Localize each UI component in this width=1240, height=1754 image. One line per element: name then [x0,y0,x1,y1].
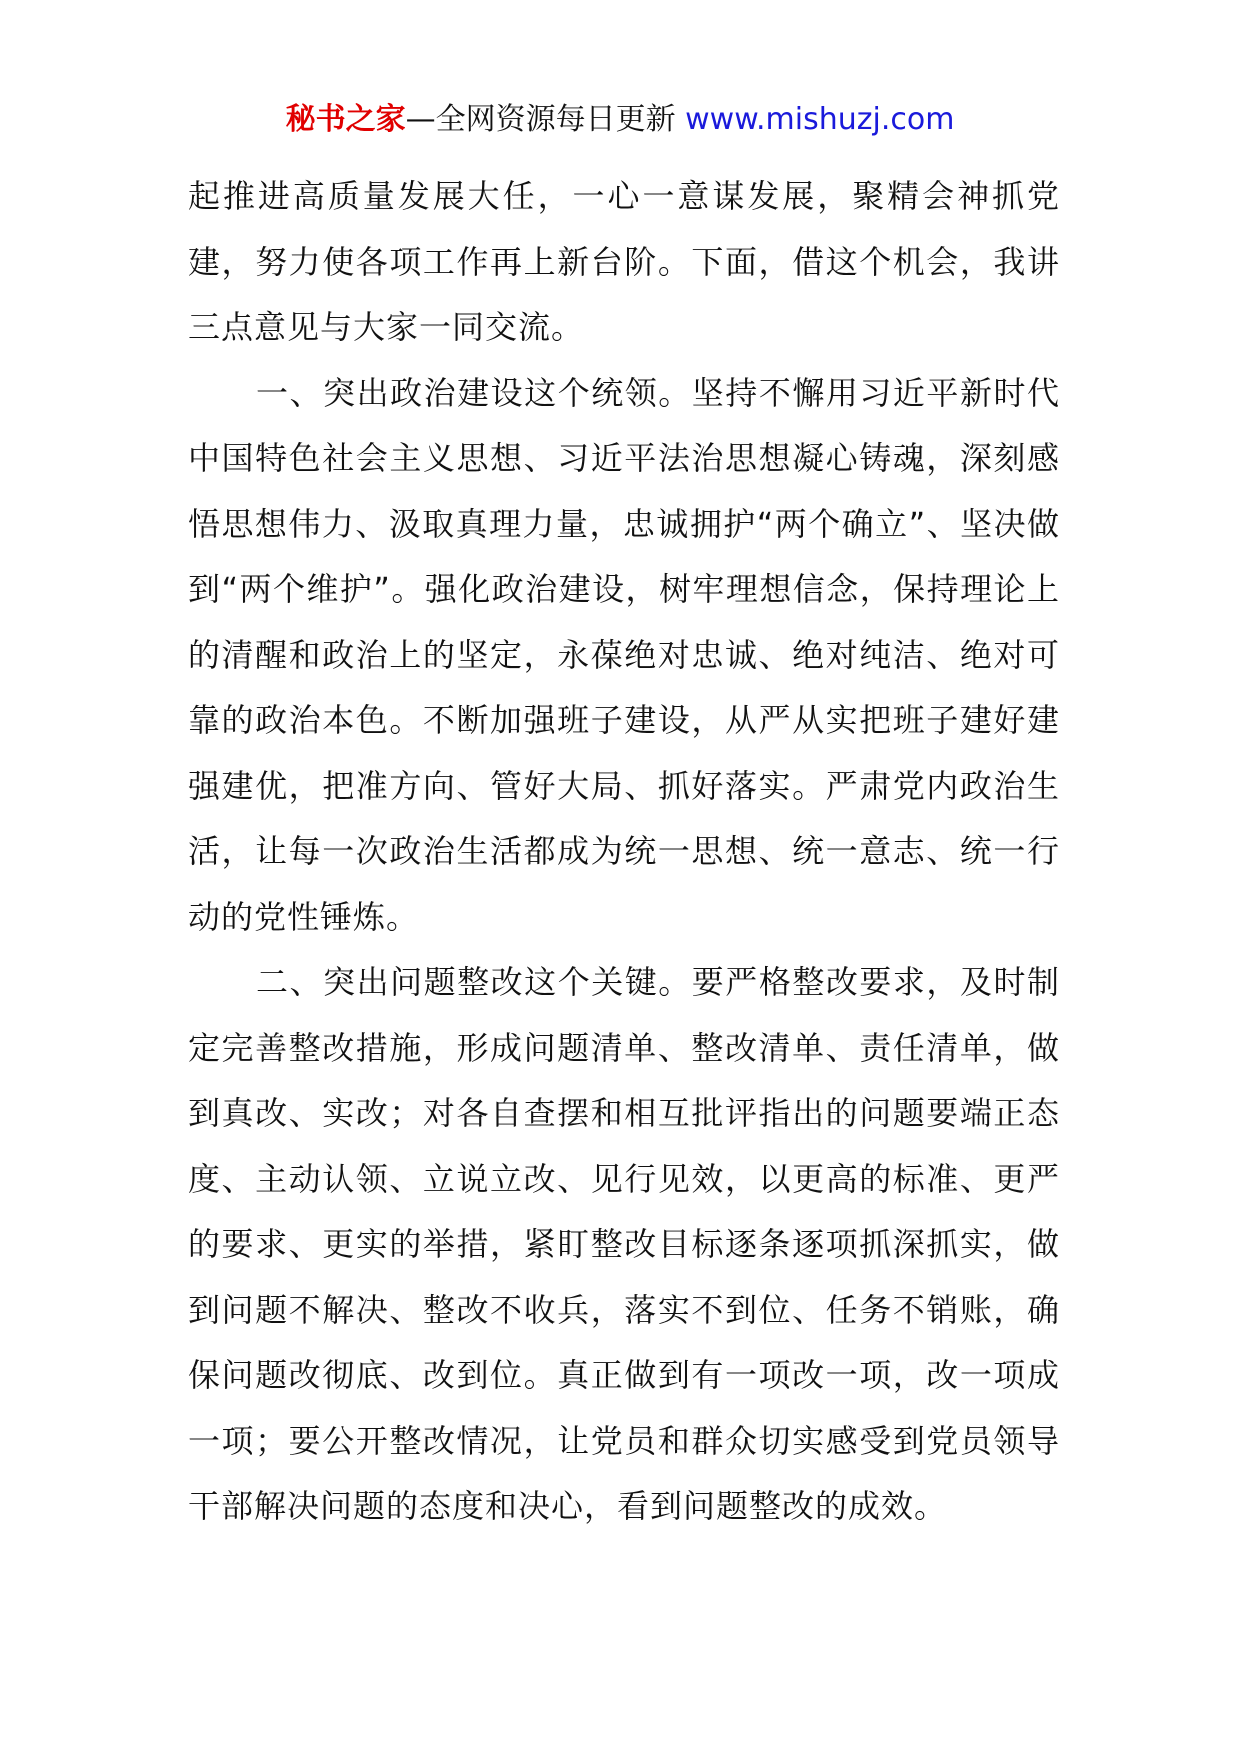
document-body [188,164,1060,1540]
page-header [0,100,1240,140]
header-tagline: —全网资源每日更新 [405,102,686,137]
site-url-link[interactable]: www.mishuzj.com [685,102,955,137]
paragraph-section-two: 二、突出问题整改这个关键。要严格整改要求，及时制定完善整改措施，形成问题清单、整改清单、责任清单，做到真改、实改；对各自查摆和相互批评指出的问题要端正态度、主动认领、立说立改、见行见效，以更高的标准、更严的要求、更实的举措，紧盯整改目标逐条逐项抓深抓实，做到问题不解决、整改不收兵，落实不到位、任务不销账，确保问题改彻底、改到位。真正做到有一项改一项，改一项成一项；要公开整改情况，让党员和群众切实感受到党员领导干部解决问题的态度和决心，看到问题整改的成效。 [188,963,1060,1525]
brand-name: 秘书之家 [285,102,406,137]
paragraph-continuation: 起推进高质量发展大任，一心一意谋发展，聚精会神抓党建，努力使各项工作再上新台阶。下面，借这个机会，我讲三点意见与大家一同交流。 [188,177,1060,346]
paragraph-section-one: 一、突出政治建设这个统领。坚持不懈用习近平新时代中国特色社会主义思想、习近平法治思想凝心铸魂，深刻感悟思想伟力、汲取真理力量，忠诚拥护“两个确立”、坚决做到“两个维护”。强化政治建设，树牢理想信念，保持理论上的清醒和政治上的坚定，永葆绝对忠诚、绝对纯洁、绝对可靠的政治本色。不断加强班子建设，从严从实把班子建好建强建优，把准方向、管好大局、抓好落实。严肃党内政治生活，让每一次政治生活都成为统一思想、统一意志、统一行动的党性锤炼。 [188,373,1060,936]
